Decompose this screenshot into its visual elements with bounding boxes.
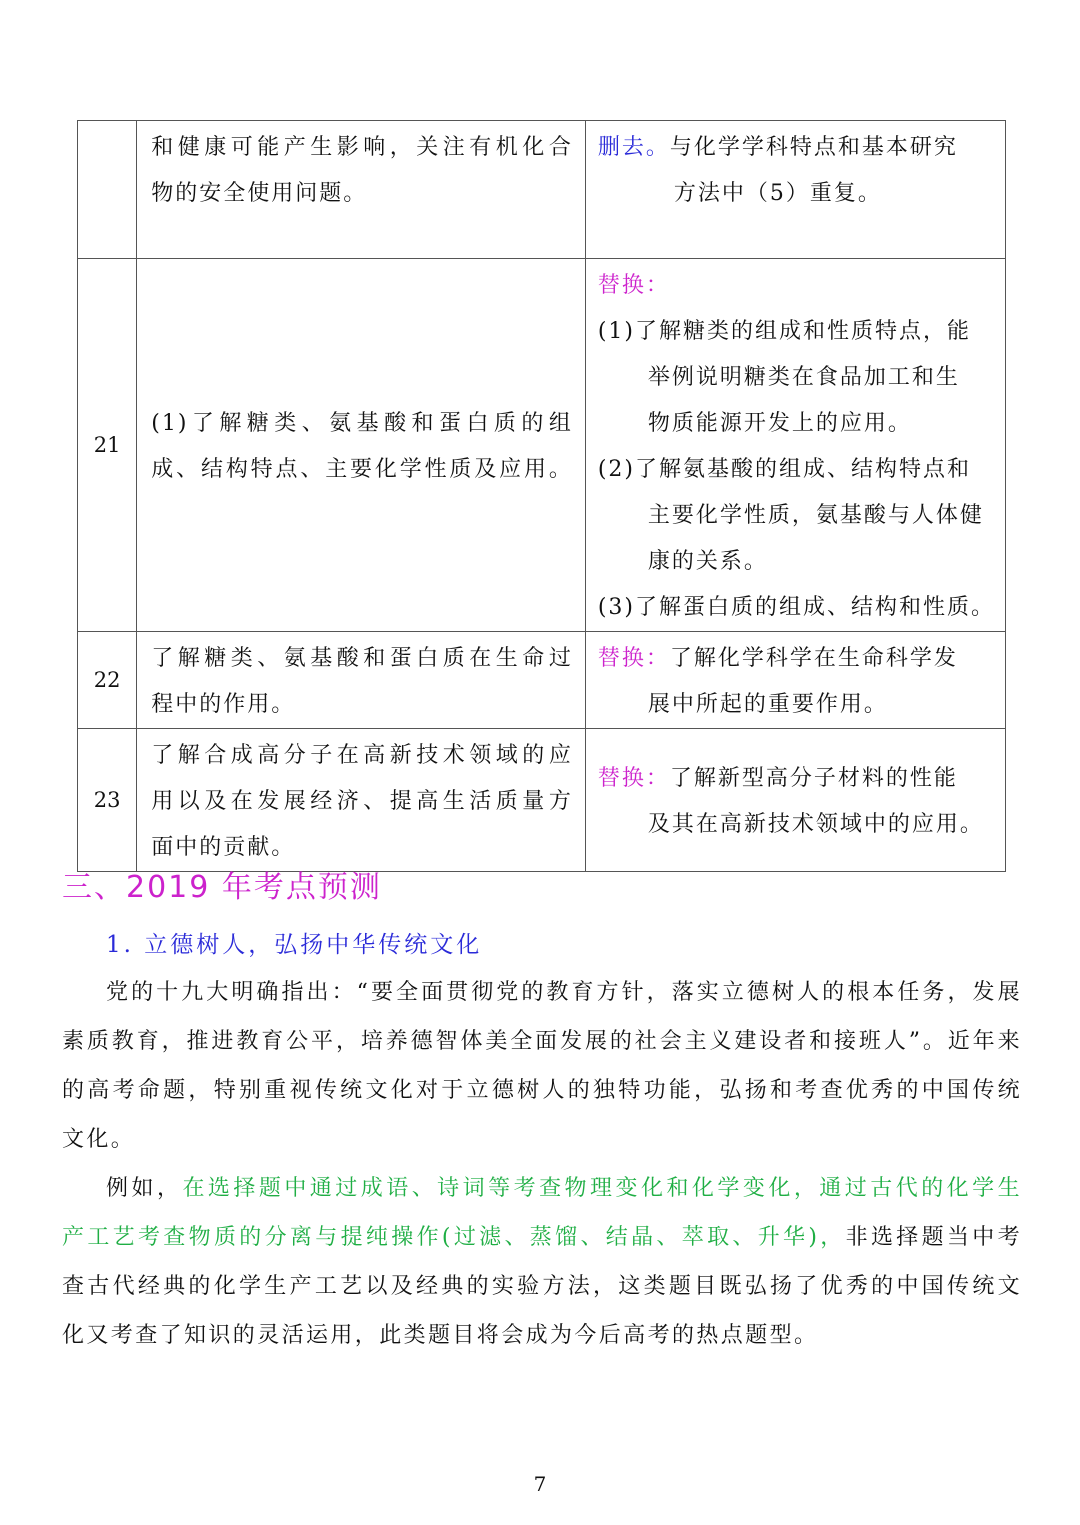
text-line: 的高考命题，特别重视传统文化对于立德树人的独特功能，弘扬和考查优秀的中国传统 (62, 1078, 1022, 1103)
text-line: 了解化学科学在生命科学发 (669, 646, 958, 671)
text-line: (1)了解糖类、氨基酸和蛋白质的组 (151, 411, 573, 436)
table-row (78, 259, 1006, 632)
original-text (137, 632, 586, 729)
text-span: 例如， (106, 1176, 183, 1201)
text-line: 用以及在发展经济、提高生活质量方 (151, 789, 573, 814)
text-line: 和健康可能产生影响，关注有机化合 (151, 135, 573, 160)
text-line: (1)了解糖类的组成和性质特点，能 (597, 319, 971, 344)
text-line: 素质教育，推进教育公平，培养德智体美全面发展的社会主义建设者和接班人”。近年来 (62, 1029, 1022, 1054)
original-text (137, 259, 586, 632)
text-line: 了解新型高分子材料的性能 (669, 766, 958, 791)
text-line (62, 1164, 1022, 1213)
text-line: 康的关系。 (647, 549, 768, 574)
text-line: 成、结构特点、主要化学性质及应用。 (151, 457, 573, 482)
table-row (78, 632, 1006, 729)
section-title: 三、2019 年考点预测 (62, 870, 382, 905)
text-line: 方法中（5）重复。 (673, 181, 882, 206)
row-number (78, 121, 137, 259)
revision-text (585, 729, 1005, 872)
text-line (62, 1213, 1022, 1262)
text-line: 查古代经典的化学生产工艺以及经典的实验方法，这类题目既弘扬了优秀的中国传统文 (62, 1274, 1022, 1299)
highlighted-text: 在选择题中通过成语、诗词等考查物理变化和化学变化，通过古代的化学生 (182, 1176, 1023, 1201)
text-line: 文化。 (62, 1127, 136, 1152)
text-line: (2)了解氨基酸的组成、结构特点和 (597, 457, 971, 482)
table-row (78, 729, 1006, 872)
page-number: 7 (533, 1472, 547, 1496)
highlighted-text: 产工艺考查物质的分离与提纯操作(过滤、蒸馏、结晶、萃取、升华)， (62, 1225, 846, 1250)
row-number: 21 (78, 259, 137, 632)
text-line: (3)了解蛋白质的组成、结构和性质。 (597, 595, 995, 620)
text-line: 举例说明糖类在食品加工和生 (647, 365, 960, 390)
paragraph-2 (62, 1164, 1022, 1360)
text-line: 主要化学性质，氨基酸与人体健 (647, 503, 984, 528)
revision-text (585, 632, 1005, 729)
table-row (78, 121, 1006, 259)
text-line: 了解合成高分子在高新技术领域的应 (151, 743, 573, 768)
text-line: 了解糖类、氨基酸和蛋白质在生命过 (151, 646, 573, 671)
original-text (137, 729, 586, 872)
revision-text (585, 121, 1005, 259)
delete-tag: 删去。 (597, 135, 670, 160)
text-line: 与化学学科特点和基本研究 (669, 135, 958, 160)
row-number: 23 (78, 729, 137, 872)
replace-tag: 替换： (597, 273, 670, 298)
text-line: 党的十九大明确指出：“要全面贯彻党的教育方针，落实立德树人的根本任务，发展 (106, 980, 1022, 1005)
subsection-title: 1. 立德树人，弘扬中华传统文化 (106, 932, 483, 958)
text-line: 化又考查了知识的灵活运用，此类题目将会成为今后高考的热点题型。 (62, 1323, 819, 1348)
original-text (137, 121, 586, 259)
text-line: 物的安全使用问题。 (151, 181, 368, 206)
text-line: 程中的作用。 (151, 692, 296, 717)
text-line: 面中的贡献。 (151, 835, 296, 860)
text-line: 及其在高新技术领域中的应用。 (647, 812, 984, 837)
standards-table (77, 120, 1006, 872)
text-line: 展中所起的重要作用。 (647, 692, 888, 717)
row-number: 22 (78, 632, 137, 729)
text-span: 非选择题当中考 (845, 1225, 1023, 1250)
replace-tag: 替换： (597, 766, 670, 791)
replace-tag: 替换： (597, 646, 670, 671)
text-line: 物质能源开发上的应用。 (647, 411, 912, 436)
paragraph-1 (62, 968, 1022, 1164)
revision-text (585, 259, 1005, 632)
